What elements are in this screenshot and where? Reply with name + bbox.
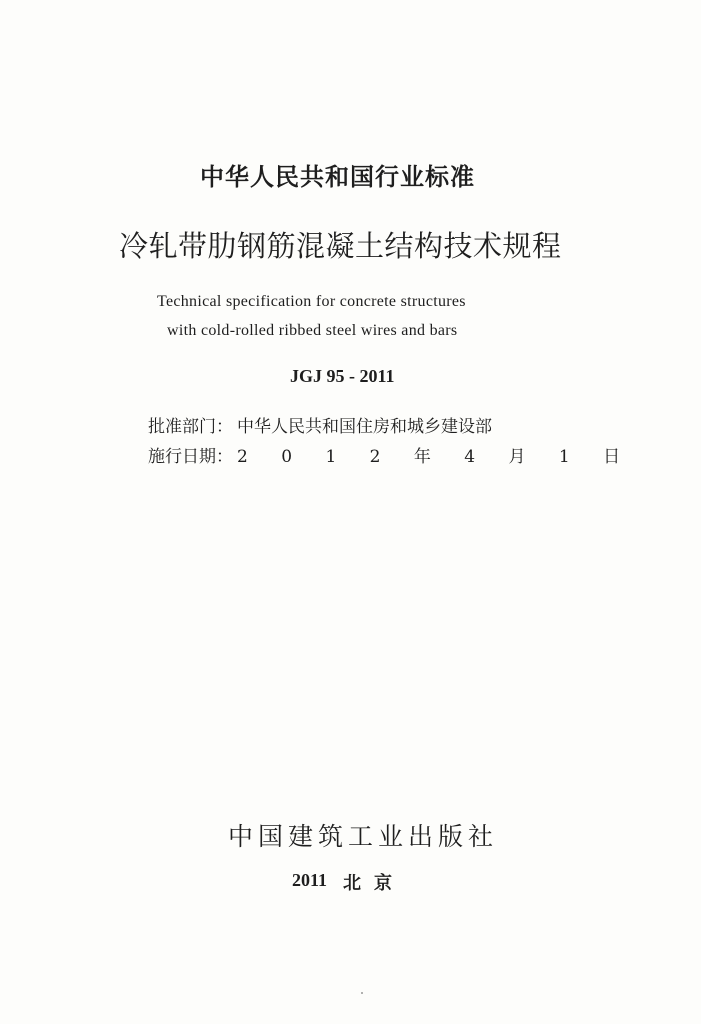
publisher-name: 中国建筑工业出版社: [228, 822, 499, 851]
document-title-en-line-1: Technical specification for concrete structures: [157, 293, 466, 310]
standard-category-heading: 中华人民共和国行业标准: [200, 163, 475, 191]
document-title-en-line-2: with cold-rolled ribbed steel wires and bars: [167, 322, 458, 339]
approval-label: 批准部门：: [148, 417, 233, 437]
effective-date-value: 2 0 1 2 年 4 月 1 日: [237, 447, 635, 467]
approval-value: 中华人民共和国住房和城乡建设部: [237, 417, 492, 437]
effective-date-row: [148, 442, 634, 467]
effective-date-label: 施行日期：: [148, 447, 233, 467]
scan-speck: [361, 992, 363, 994]
document-title-cn: 冷轧带肋钢筋混凝土结构技术规程: [119, 229, 562, 263]
publication-city: 北京: [343, 873, 405, 894]
standard-code: JGJ 95 - 2011: [290, 366, 395, 386]
approval-row: [148, 412, 492, 437]
publication-year: 2011: [292, 870, 328, 890]
